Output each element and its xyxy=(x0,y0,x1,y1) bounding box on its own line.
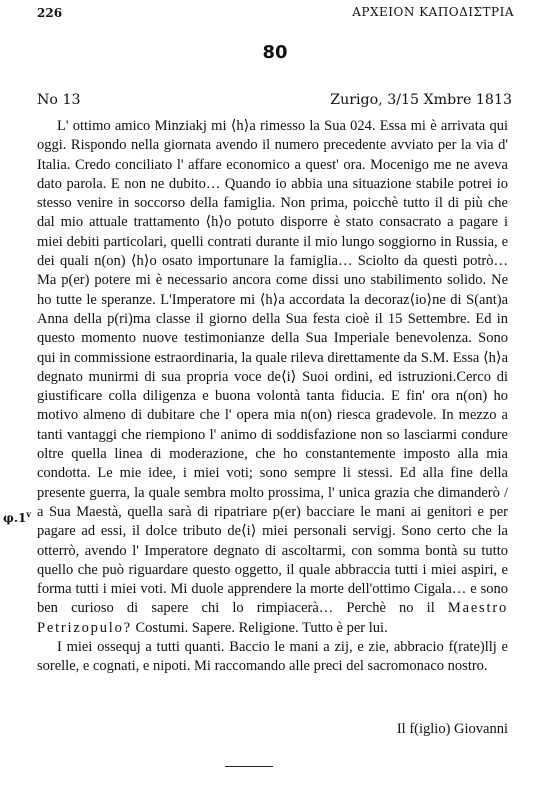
spaced-name: Maestro Petrizopulo? xyxy=(37,600,509,636)
signature: Il f(iglio) Giovanni xyxy=(396,721,508,737)
folio-margin-note xyxy=(3,509,31,525)
page-number: 226 xyxy=(37,6,63,20)
place-date: Zurigo, 3/15 Xmbre 1813 xyxy=(330,92,512,108)
body-paragraph-1 xyxy=(37,117,508,638)
document-number: 80 xyxy=(262,42,288,63)
body-paragraph-2 xyxy=(37,638,508,677)
paragraph-2-text: I miei ossequj a tutti quanti. Baccio le mani a zij, e zie, abbracio f(rate)llj e sorelle, e cognati, e nipoti. Mi raccomando alle preci del sacromonaco nostro. xyxy=(37,639,508,675)
footer-rule xyxy=(225,766,273,767)
letter-body xyxy=(37,117,508,677)
running-head: ΑΡΧΕΙΟΝ ΚΑΠΟΔΙΣΤΡΙΑ xyxy=(352,5,514,19)
letter-number: No 13 xyxy=(37,92,81,108)
paragraph-1-text: L' ottimo amico Minziakj mi ⟨h⟩a rimesso la Sua 024. Essa mi è arrivata qui oggi. Rispondo nella giornata avendo il numero precedente avviato per la via d' Italia. Credo conciliato l' affare economico a quest' ora. Mocenigo me ne aveva dato parola. E non ne dubito… Quando io abbia una situazione stabile potrei io stesso venire in soccorso della famiglia. Non prima, poicchè tutto il di più che dal mio attuale trattamento ⟨h⟩o potuto disporre è stato consacrato a pagare i miei debiti particolari, quelli contrati durante il mio lungo soggiorno in Russia, e dei quali n(on) ⟨h⟩o osato importunare la famiglia… Sciolto da questi potrò… Ma p(er) potere mi è necessario ancora come dissi uno stabilimento solido. Ne ho tutte le speranze. L'Imperatore mi ⟨h⟩a accordata la decoraz⟨io⟩ne di S(ant)a Anna della p(ri)ma classe il giorno della Sua festa cioè il 15 Settembre. Ed in questo momento nuove testimonianze della Sua Imperiale benevolenza. Sono qui in commissione estraordinaria, la quale rileva direttamente da S.M. Essa ⟨h⟩a degnato munirmi di sua propria voce de⟨i⟩ Suoi ordini, ed istruzioni.Cerco di giustificare colla diligenza e buona volontà tanta fiducia. E fin' ora n(on) ho motivo almeno di dubitare che l' opera mia n(on) riesca gradevole. In mezzo a tanti vantaggi che riempiono l' animo di soddisfazione non so lasciarmi condure oltre quella linea di moderazione, che ho constantemente imposto alla mia condotta. Le mie idee, i miei voti; sono sempre li stessi. Ed alla fine della presente guerra, la quale sembra molto prossima, l' unica grazia che dimanderò / a Sua Maestà, quella sarà di ripatriare p(er) bacciare le mani ai genitori e per pagare ad essi, il dolce tributo de⟨i⟩ miei personali servigj. Sono certo che la otterrò, avendo l' Imperatore degnato di ascoltarmi, con somma bontà su tutto quello che può riguardare questo oggetto, il quale abbraccia tutti i miei aspiri, e forma tutti i miei voti. Mi duole apprendere la morte dell'ottimo Cigala… e sono ben curioso di sapere chi lo rimpiacerà… Perchè no il xyxy=(37,118,508,617)
folio-label: φ.1 xyxy=(3,511,27,525)
paragraph-1-tail: Costumi. Sapere. Religione. Tutto è per lui. xyxy=(135,619,388,636)
folio-verso-mark: v xyxy=(26,509,32,519)
